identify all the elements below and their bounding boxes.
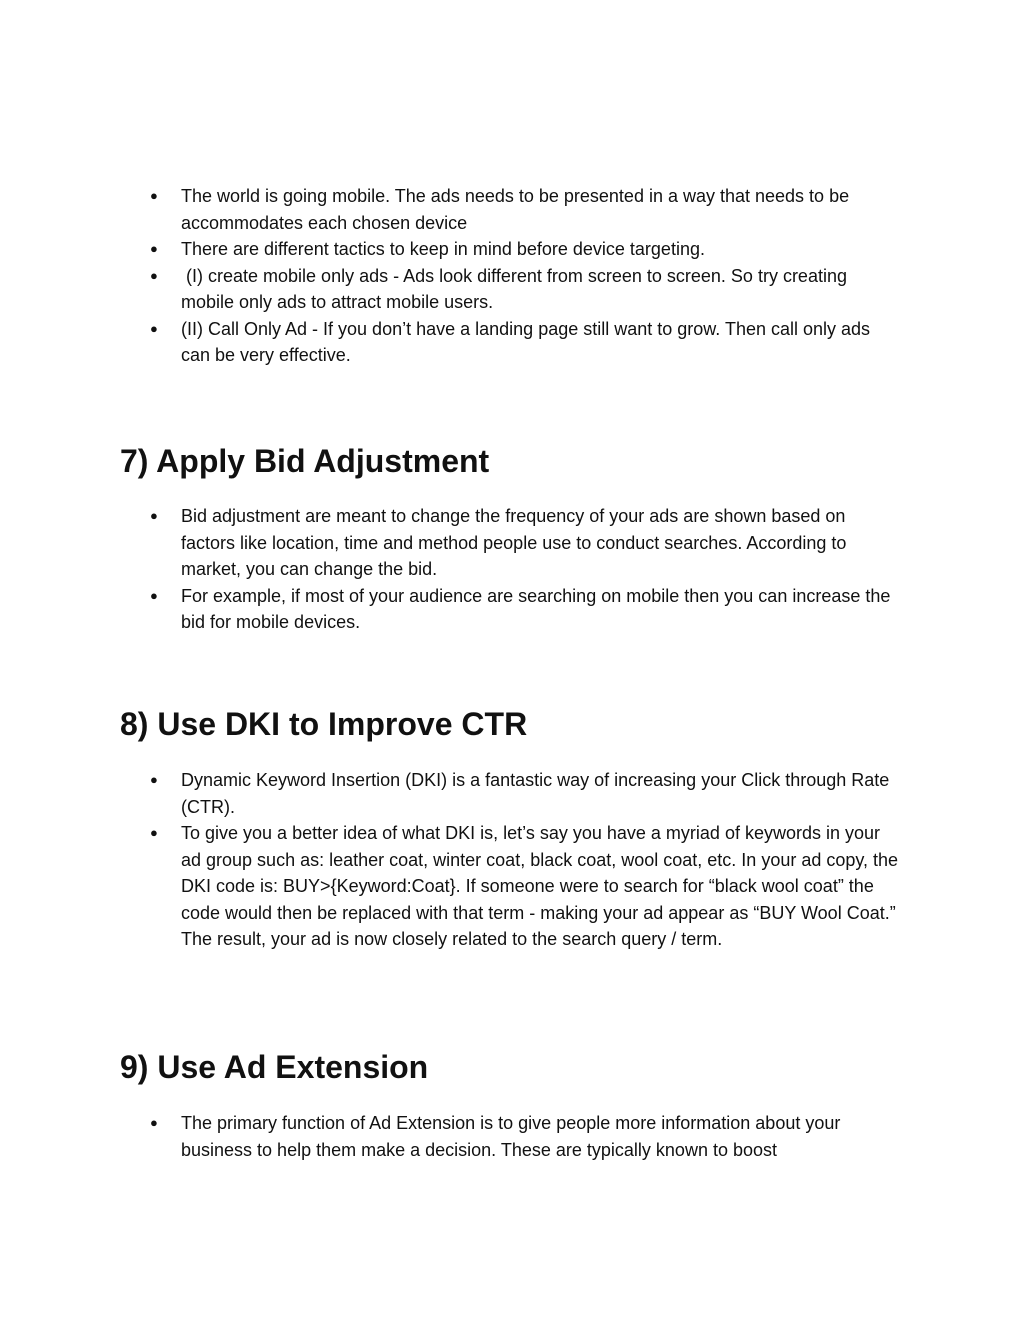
section-heading-ad-extension: 9) Use Ad Extension — [120, 1049, 429, 1085]
bullet-icon: ● — [150, 241, 158, 256]
section-heading-bid-adjustment: 7) Apply Bid Adjustment — [120, 443, 490, 479]
list-item — [0, 236, 903, 263]
bullet-text: The primary function of Ad Extension is to give people more information about your business to help them make a decision. These are typically known to boost — [181, 1113, 841, 1160]
bullet-icon: ● — [150, 1115, 158, 1130]
list-item — [0, 263, 903, 316]
bullet-text: There are different tactics to keep in mind before device targeting. — [181, 239, 705, 259]
bullet-text: Bid adjustment are meant to change the frequency of your ads are shown based on factors like location, time and method people use to conduct searches. According to market, you can change the bid. — [181, 506, 847, 579]
bullet-icon: ● — [150, 508, 158, 523]
list-item — [0, 1110, 903, 1163]
list-item — [0, 820, 903, 953]
section-heading-dki: 8) Use DKI to Improve CTR — [120, 706, 528, 742]
list-item — [0, 767, 903, 820]
bullet-text: Dynamic Keyword Insertion (DKI) is a fantastic way of increasing your Click through Rate (CTR). — [181, 770, 890, 817]
list-item — [0, 183, 903, 236]
bullet-icon: ● — [150, 188, 158, 203]
dki-bullet-list — [0, 767, 903, 953]
list-item — [0, 583, 903, 636]
bullet-text: For example, if most of your audience are searching on mobile then you can increase the bid for mobile devices. — [181, 585, 891, 632]
list-item — [0, 503, 903, 583]
bullet-icon: ● — [150, 320, 158, 336]
bullet-icon: ● — [150, 825, 158, 840]
intro-bullet-list — [0, 183, 903, 369]
bullet-icon: ● — [150, 267, 158, 283]
bullet-icon: ● — [150, 587, 158, 603]
bullet-text: (II) Call Only Ad - If you don’t have a landing page still want to grow. Then call only ads can be very effective. — [181, 318, 871, 365]
bullet-text: The world is going mobile. The ads needs to be presented in a way that needs to be accommodates each chosen device — [181, 186, 850, 233]
ad-extension-bullet-list — [0, 1110, 903, 1163]
bullet-text: To give you a better idea of what DKI is, let’s say you have a myriad of keywords in your ad group such as: leather coat, winter coat, black coat, wool coat, etc. In your ad copy, the DKI code is: BUY>{Keyword:Coat}. If someone were to search for “black wool coat” the code would then be replaced with that term - making your ad appear as “BUY Wool Coat.” The result, your ad is now closely related to the search query / term. — [181, 823, 899, 949]
bullet-icon: ● — [150, 772, 158, 787]
bullet-text: (I) create mobile only ads - Ads look different from screen to screen. So try creating mobile only ads to attract mobile users. — [181, 265, 852, 312]
bid-adjustment-bullet-list — [0, 503, 903, 636]
list-item — [0, 316, 903, 369]
